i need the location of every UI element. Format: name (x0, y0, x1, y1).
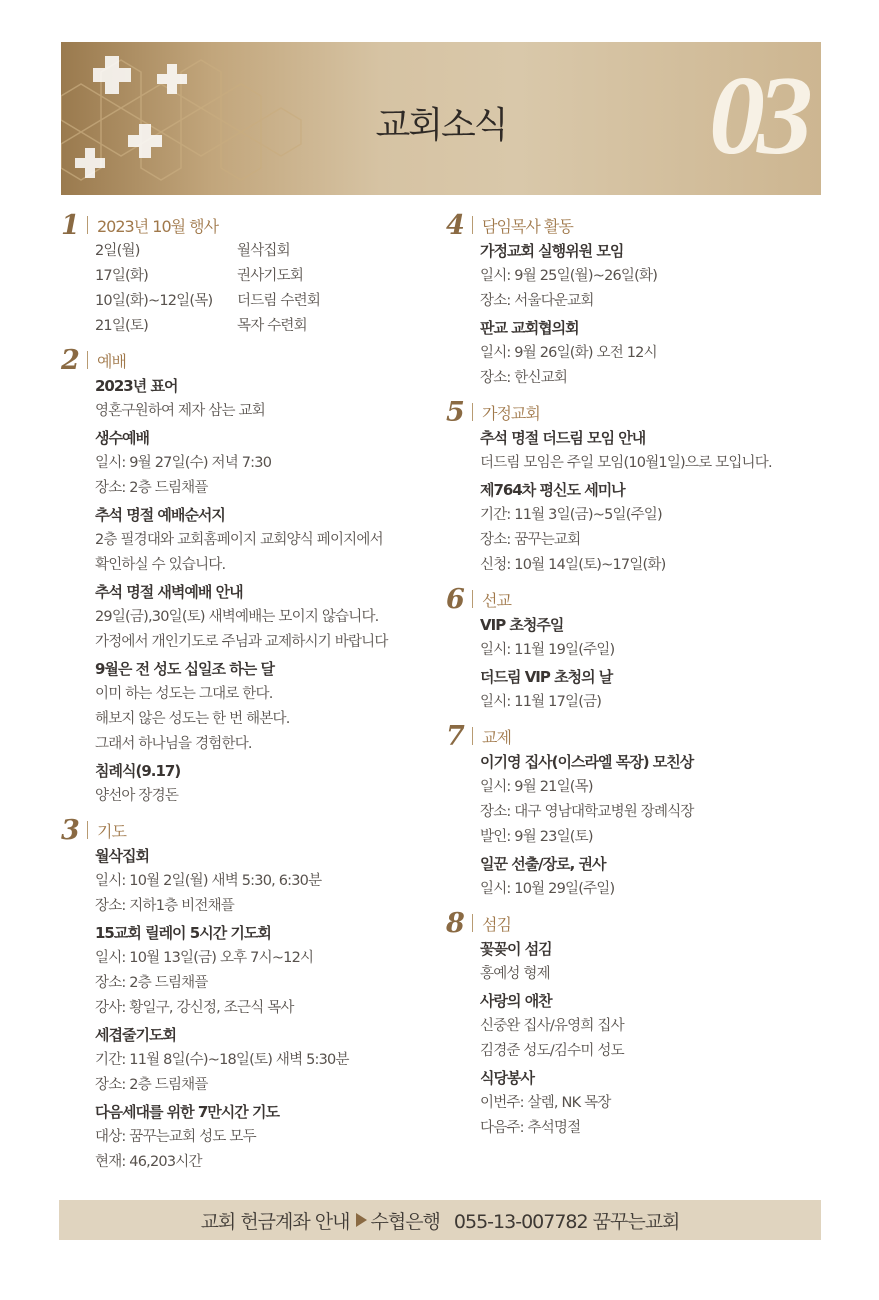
event-date: 21일(토) (95, 318, 148, 334)
item-text: 장소: 꿈꾸는교회 (480, 532, 581, 548)
section-title: 섬김 (482, 914, 511, 934)
item-text: 그래서 하나님을 경험한다. (95, 736, 252, 752)
section-number: 1 (61, 209, 80, 241)
item-heading: 다음세대를 위한 7만시간 기도 (95, 1103, 279, 1121)
item-heading: 일꾼 선출/장로, 권사 (480, 855, 606, 873)
footer-account: 055-13-007782 꿈꾸는교회 (453, 1210, 680, 1233)
section-house-church (446, 396, 826, 578)
section-title: 예배 (97, 351, 126, 371)
header-banner (61, 42, 821, 195)
section-header (446, 583, 826, 615)
footer-bank: 수협은행 (370, 1210, 440, 1233)
event-name: 월삭집회 (237, 243, 290, 259)
section-number: 4 (446, 209, 465, 241)
event-name: 목자 수련회 (237, 318, 307, 334)
item-text: 신중완 집사/유영희 집사 (480, 1018, 624, 1034)
item-heading: 추석 명절 더드림 모임 안내 (480, 429, 646, 447)
item-text: 가정에서 개인기도로 주님과 교제하시기 바랍니다 (95, 634, 388, 650)
item-heading: 판교 교회협의회 (480, 319, 579, 337)
footer-label: 교회 헌금계좌 안내 (200, 1210, 350, 1233)
event-list (61, 239, 431, 339)
item-text: 확인하실 수 있습니다. (95, 557, 226, 573)
item-heading: 사랑의 애찬 (480, 992, 552, 1010)
item-text: 일시: 11월 17일(금) (480, 694, 602, 710)
section-title: 가정교회 (482, 403, 540, 423)
page-title: 교회소식 (375, 105, 507, 146)
section-title: 2023년 10월 행사 (97, 216, 219, 236)
section-header (446, 396, 826, 428)
divider (472, 727, 473, 745)
item-heading: 2023년 표어 (95, 377, 178, 395)
section-title: 기도 (97, 821, 126, 841)
section-number: 3 (61, 814, 80, 846)
item-heading: 세겹줄기도회 (95, 1026, 176, 1044)
item-heading: 9월은 전 성도 십일조 하는 달 (95, 660, 274, 678)
section-worship (61, 344, 431, 809)
item-text: 다음주: 추석명절 (480, 1120, 581, 1136)
section-title: 담임목사 활동 (482, 216, 573, 236)
page-number: 03 (709, 54, 805, 178)
item-text: 일시: 9월 21일(목) (480, 779, 593, 795)
offering-account-bar (59, 1200, 821, 1240)
item-text: 이미 하는 성도는 그대로 한다. (95, 686, 273, 702)
item-heading: 가정교회 실행위원 모임 (480, 242, 624, 260)
item-text: 일시: 10월 29일(주일) (480, 881, 615, 897)
event-date: 2일(월) (95, 243, 140, 259)
item-text: 일시: 10월 13일(금) 오후 7시~12시 (95, 950, 314, 966)
item-heading: 월삭집회 (95, 847, 149, 865)
item-text: 장소: 한신교회 (480, 370, 568, 386)
section-number: 5 (446, 396, 465, 428)
item-text: 장소: 대구 영남대학교병원 장례식장 (480, 804, 694, 820)
divider (472, 403, 473, 421)
item-heading: 더드림 VIP 초청의 날 (480, 668, 613, 686)
divider (87, 351, 88, 369)
item-heading: 꽃꽂이 섬김 (480, 940, 552, 958)
section-header (446, 720, 826, 752)
section-number: 6 (446, 583, 465, 615)
event-date: 10일(화)~12일(목) (95, 293, 213, 309)
item-text: 장소: 2층 드림채플 (95, 1077, 208, 1093)
section-fellowship (446, 720, 826, 902)
item-text: 장소: 서울다운교회 (480, 293, 594, 309)
item-text: 일시: 10월 2일(월) 새벽 5:30, 6:30분 (95, 873, 322, 889)
item-text: 2층 필경대와 교회홈페이지 교회양식 페이지에서 (95, 532, 383, 548)
item-text: 기간: 11월 3일(금)~5일(주일) (480, 507, 662, 523)
event-name: 더드림 수련회 (237, 293, 321, 309)
item-text: 일시: 9월 25일(월)~26일(화) (480, 268, 658, 284)
item-text: 장소: 지하1층 비전채플 (95, 898, 234, 914)
item-text: 장소: 2층 드림채플 (95, 975, 208, 991)
section-title: 교제 (482, 727, 511, 747)
section-title: 선교 (482, 590, 511, 610)
section-service (446, 907, 826, 1141)
triangle-right-icon (356, 1213, 367, 1227)
event-date: 17일(화) (95, 268, 148, 284)
item-heading: 식당봉사 (480, 1069, 534, 1087)
item-heading: 생수예배 (95, 429, 149, 447)
item-text: 강사: 황일구, 강신정, 조근식 목사 (95, 1000, 294, 1016)
item-text: 장소: 2층 드림채플 (95, 480, 208, 496)
section-number: 7 (446, 720, 465, 752)
item-text: 신청: 10월 14일(토)~17일(화) (480, 557, 666, 573)
item-text: 일시: 11월 19일(주일) (480, 642, 615, 658)
section-header (446, 907, 826, 939)
left-column (61, 209, 431, 1183)
divider (472, 216, 473, 234)
section-header (61, 344, 431, 376)
item-text: 홍예성 형제 (480, 966, 550, 982)
item-heading: 추석 명절 새벽예배 안내 (95, 583, 243, 601)
right-column (446, 209, 826, 1149)
item-text: 일시: 9월 27일(수) 저녁 7:30 (95, 455, 272, 471)
item-text: 양선아 장경돈 (95, 788, 179, 804)
item-text: 기간: 11월 8일(수)~18일(토) 새벽 5:30분 (95, 1052, 349, 1068)
item-heading: VIP 초청주일 (480, 616, 564, 634)
event-name: 권사기도회 (237, 268, 304, 284)
item-heading: 침례식(9.17) (95, 762, 181, 780)
divider (472, 590, 473, 608)
item-text: 더드림 모임은 주일 모임(10월1일)으로 모입니다. (480, 455, 772, 471)
section-mission (446, 583, 826, 715)
item-heading: 이기영 집사(이스라엘 목장) 모친상 (480, 753, 694, 771)
item-text: 일시: 9월 26일(화) 오전 12시 (480, 345, 657, 361)
item-text: 현재: 46,203시간 (95, 1154, 202, 1170)
item-text: 김경준 성도/김수미 성도 (480, 1043, 624, 1059)
section-prayer (61, 814, 431, 1175)
section-number: 8 (446, 907, 465, 939)
item-text: 이번주: 살렘, NK 목장 (480, 1095, 611, 1111)
item-heading: 추석 명절 예배순서지 (95, 506, 225, 524)
divider (472, 914, 473, 932)
section-header (61, 209, 431, 241)
item-text: 해보지 않은 성도는 한 번 해본다. (95, 711, 290, 727)
section-events (61, 209, 431, 339)
item-text: 29일(금),30일(토) 새벽예배는 모이지 않습니다. (95, 609, 379, 625)
divider (87, 216, 88, 234)
item-text: 영혼구원하여 제자 삼는 교회 (95, 403, 265, 419)
section-header (446, 209, 826, 241)
item-heading: 제764차 평신도 세미나 (480, 481, 625, 499)
section-number: 2 (61, 344, 80, 376)
item-text: 발인: 9월 23일(토) (480, 829, 593, 845)
item-heading: 15교회 릴레이 5시간 기도회 (95, 924, 271, 942)
divider (87, 821, 88, 839)
item-text: 대상: 꿈꾸는교회 성도 모두 (95, 1129, 256, 1145)
section-header (61, 814, 431, 846)
section-pastor (446, 209, 826, 391)
